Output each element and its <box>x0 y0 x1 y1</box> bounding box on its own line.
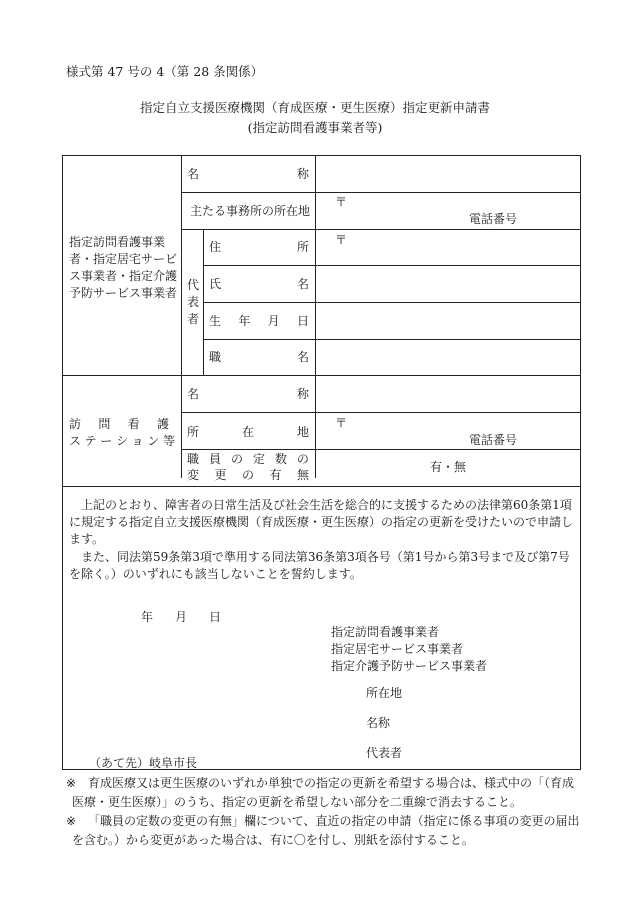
name-field[interactable] <box>321 160 576 190</box>
addressee: （あて先）岐阜市長 <box>89 756 198 770</box>
station-label-line2: ス テ ー シ ョ ン 等 <box>69 434 175 448</box>
grid-line <box>181 449 581 450</box>
declaration-paragraph-2: また、同法第59条第3項で準用する同法第36条第3項各号（第1号から第3号まで及び第7号を除く。）のいずれにも該当しないことを誓約します。 <box>69 550 570 581</box>
rep-title-label: 職 名 <box>209 350 309 364</box>
note-1-mark: ※ <box>66 776 77 790</box>
rep-address-label: 住 所 <box>209 240 309 254</box>
applicant-representative-label: 代表者 <box>366 746 403 760</box>
grid-line <box>315 156 316 478</box>
grid-line <box>203 339 581 340</box>
note-1-line-2: 医療・更生医療）」のうち、指定の更新を希望しない部分を二重線で消去すること。 <box>72 795 523 809</box>
grid-line <box>203 265 581 266</box>
rep-name-field[interactable] <box>321 269 576 299</box>
rep-birthdate-field[interactable] <box>321 306 576 336</box>
grid-line <box>181 156 182 478</box>
rep-address-field[interactable] <box>353 234 573 262</box>
grid-line <box>181 192 581 193</box>
station-phone-label: 電話番号 <box>469 433 518 447</box>
date-day-label: 日 <box>209 610 222 624</box>
postal-mark: 〒 <box>335 195 348 209</box>
name-label: 名 称 <box>187 167 309 181</box>
office-address-label: 主たる事務所の所在地 <box>190 204 311 218</box>
office-address-field[interactable] <box>353 196 463 224</box>
station-location-field[interactable] <box>353 417 463 445</box>
form-number: 様式第 47 号の 4（第 28 条関係） <box>66 64 264 79</box>
form-subtitle: (指定訪問看護事業者等) <box>247 120 383 135</box>
phone-label: 電話番号 <box>469 212 518 226</box>
note-1-line-1: 育成医療又は更生医療のいずれか単独での指定の更新を希望する場合は、様式中の「（育成 <box>88 776 575 790</box>
grid-line <box>203 302 581 303</box>
applicant-category-label: 指定訪問看護事業 者・指定居宅サービ ス事業者・指定介護 予防サービス事業者 <box>69 235 178 300</box>
grid-line <box>181 412 581 413</box>
declaration-paragraph-1: 上記のとおり、障害者の日常生活及び社会生活を総合的に支援するための法律第60条第1項に規定する指定自立支援医療機関（育成医療・更生医療）の指定の更新を受けたいので申請します。 <box>69 498 574 546</box>
rep-title-field[interactable] <box>321 343 576 373</box>
rep-birthdate-label: 生 年 月 日 <box>209 314 309 328</box>
grid-line <box>63 486 581 487</box>
note-2-line-2: を含む。）から変更があった場合は、有に〇を付し、別紙を添付すること。 <box>72 833 474 847</box>
application-form-table <box>62 155 581 770</box>
date-month-label: 月 <box>175 610 188 624</box>
representative-label: 代 表 者 <box>187 278 200 326</box>
station-name-label: 名 称 <box>187 387 309 401</box>
form-title: 指定自立支援医療機関（育成医療・更生医療）指定更新申請書 <box>139 100 490 115</box>
station-label-line1: 訪 問 看 護 <box>69 417 169 431</box>
grid-line <box>63 375 581 376</box>
note-2-mark: ※ <box>66 814 77 828</box>
rep-postal-mark: 〒 <box>335 233 348 247</box>
station-postal-mark: 〒 <box>335 416 348 430</box>
applicant-address-label: 所在地 <box>366 686 403 700</box>
grid-line <box>181 229 581 230</box>
station-name-field[interactable] <box>321 380 576 410</box>
staff-change-label-line2: 変 更 の 有 無 <box>187 468 309 482</box>
staff-change-option[interactable]: 有・無 <box>429 460 466 474</box>
staff-change-label-line1: 職 員 の 定 数 の <box>187 452 309 466</box>
date-year-label: 年 <box>141 610 154 624</box>
station-location-label: 所 在 地 <box>187 425 309 439</box>
rep-name-label: 氏 名 <box>209 277 309 291</box>
note-2-line-1: 「職員の定数の変更の有無」欄について、直近の指定の申請（指定に係る事項の変更の届出 <box>88 814 580 828</box>
applicant-name-label: 名称 <box>366 716 391 730</box>
applicant-type-list: 指定訪問看護事業者 指定居宅サービス事業者 指定介護予防サービス事業者 <box>331 625 488 673</box>
